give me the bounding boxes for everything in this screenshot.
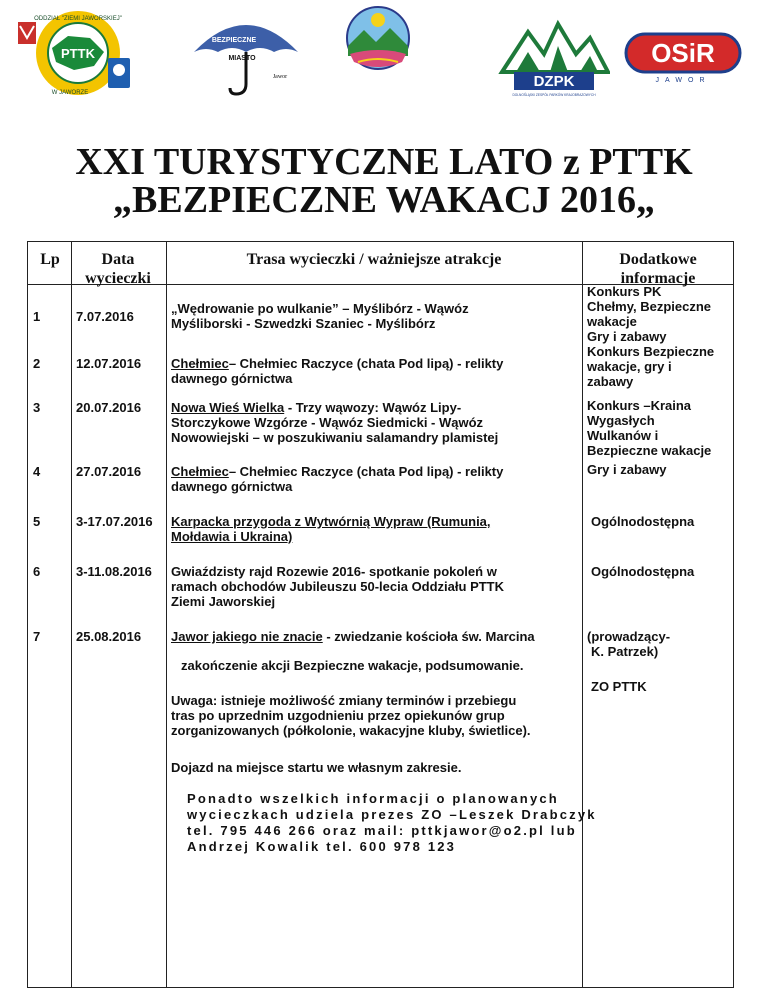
row-lp: 1: [33, 309, 41, 324]
row-date: 27.07.2016: [76, 464, 142, 479]
row-route-line1: Karpacka przygoda z Wytwórnią Wypraw (Rumunia,: [171, 514, 491, 529]
info-line: Konkurs PK: [587, 284, 662, 299]
row-lp: 6: [33, 564, 41, 579]
row-lp: 5: [33, 514, 41, 529]
info-line: wakacje: [587, 314, 637, 329]
row-route-line1: „Wędrowanie po wulkanie” – Myślibórz - Wąwóz: [171, 301, 469, 316]
header-route: Trasa wycieczki / ważniejsze atrakcje: [246, 251, 502, 268]
row-date: 12.07.2016: [76, 356, 142, 371]
contact-line3: tel. 795 446 266 oraz mail: pttkjawor@o2.pl lub: [187, 823, 577, 838]
uwaga-line3: zorganizowanych (półkolonie, wakacyjne kluby, świetlice).: [171, 723, 531, 738]
page-subtitle: „BEZPIECZNE WAKACJ 2016„: [113, 179, 655, 221]
dojazd-note: Dojazd na miejsce startu we własnym zakresie.: [171, 760, 462, 775]
row-route-place-link: Jawor jakiego nie znacie: [171, 629, 323, 644]
svg-text:DZPK: DZPK: [533, 73, 575, 90]
col-divider-date: [166, 242, 167, 987]
row-date: 20.07.2016: [76, 400, 142, 415]
col-divider-lp: [71, 242, 72, 987]
col-divider-route: [582, 242, 583, 987]
svg-text:BEZPIECZNE: BEZPIECZNE: [211, 37, 257, 44]
row-info-line2: K. Patrzek): [591, 644, 659, 659]
dzpk-logo: [498, 18, 610, 98]
row-route-place-link: Chełmiec: [171, 464, 229, 479]
row-route-line1: Gwiaździsty rajd Rozewie 2016- spotkanie pokoleń w: [171, 564, 497, 579]
logo-bar: [0, 4, 768, 100]
bezpieczne-miasto-logo: [190, 8, 302, 98]
info-line: Gry i zabawy: [587, 329, 667, 344]
info-line: Wulkanów i: [587, 428, 659, 443]
contact-line2: wycieczkach udziela prezes ZO –Leszek Drabczyk: [187, 807, 597, 822]
row-info-line3: ZO PTTK: [591, 679, 647, 694]
info-line: Konkurs Bezpieczne: [587, 344, 715, 359]
osir-logo: [624, 32, 742, 84]
row-info-line1: (prowadzący-: [587, 629, 671, 644]
row-route-line1: Jawor jakiego nie znacie - zwiedzanie kościoła św. Marcina: [171, 629, 535, 644]
row-lp: 3: [33, 400, 41, 415]
row-route-place-link: Nowa Wieś Wielka: [171, 400, 285, 415]
info-line: zabawy: [587, 374, 634, 389]
uwaga-line2: tras po uprzednim uzgodnieniu przez opiekunów grup: [171, 708, 505, 723]
row-route-line2: Myśliborski - Szwedzki Szaniec - Myślibórz: [171, 316, 436, 331]
header-date-line2: wycieczki: [85, 270, 151, 287]
header-date-line1: Data: [101, 251, 135, 268]
row-date: 3-17.07.2016: [76, 514, 153, 529]
row-info: Ogólnodostępna: [591, 564, 695, 579]
row-route-line2: Storczykowe Wzgórze - Wąwóz Siedmicki - Wąwóz: [171, 415, 484, 430]
row-lp: 4: [33, 464, 41, 479]
info-line: wakacje, gry i: [587, 359, 672, 374]
svg-text:PTTK: PTTK: [61, 46, 95, 61]
row-route-line2: Mołdawia i Ukraina): [171, 529, 293, 544]
uwaga-line1: Uwaga: istnieje możliwość zmiany terminów i przebiegu: [171, 693, 517, 708]
contact-line1: Ponadto wszelkich informacji o planowanych: [187, 791, 559, 806]
row-route-line2: ramach obchodów Jubileuszu 50-lecia Oddziału PTTK: [171, 579, 505, 594]
row-route-line2: dawnego górnictwa: [171, 371, 293, 386]
row-lp: 7: [33, 629, 41, 644]
info-line: Gry i zabawy: [587, 462, 667, 477]
info-line: Bezpieczne wakacje: [587, 443, 712, 458]
pttk-logo: [18, 8, 132, 98]
svg-text:MIASTO: MIASTO: [228, 55, 256, 62]
row-lp: 2: [33, 356, 41, 371]
row-date: 25.08.2016: [76, 629, 142, 644]
info-line: Wygasłych: [587, 413, 655, 428]
info-line: Chełmy, Bezpieczne: [587, 299, 712, 314]
svg-text:Jawor: Jawor: [272, 74, 288, 80]
closing-note: zakończenie akcji Bezpieczne wakacje, podsumowanie.: [181, 658, 524, 673]
landscape-badge-logo: [346, 6, 410, 70]
svg-text:OSiR: OSiR: [651, 38, 715, 68]
row-date: 3-11.08.2016: [76, 564, 152, 579]
svg-text:DOLNOŚLĄSKI ZESPÓŁ PARKÓW KRAJ: DOLNOŚLĄSKI ZESPÓŁ PARKÓW KRAJOBRAZOWYCH: [512, 93, 596, 97]
svg-text:JAWOR: JAWOR: [655, 77, 711, 84]
header-info-line2: informacje: [620, 270, 696, 287]
row-route-place-link: Chełmiec: [171, 356, 229, 371]
info-line: Konkurs –Kraina: [587, 398, 692, 413]
svg-text:W JAWORZE: W JAWORZE: [51, 90, 89, 96]
svg-text:ODDZIAŁ "ZIEMI JAWORSKIEJ": ODDZIAŁ "ZIEMI JAWORSKIEJ": [34, 16, 122, 22]
row-route-line3: Nowowiejski – w poszukiwaniu salamandry plamistej: [171, 430, 499, 445]
row-route-line2: dawnego górnictwa: [171, 479, 293, 494]
row-info: Ogólnodostępna: [591, 514, 695, 529]
header-lp: Lp: [40, 251, 60, 268]
row-route-line1: Chełmiec– Chełmiec Raczyce (chata Pod lipą) - relikty: [171, 464, 504, 479]
header-info-line1: Dodatkowe: [619, 251, 697, 268]
row-route-line3: Ziemi Jaworskiej: [171, 594, 276, 609]
page-title: XXI TURYSTYCZNE LATO z PTTK: [75, 141, 693, 183]
row-date: 7.07.2016: [76, 309, 134, 324]
svg-text:Komenda Powiatowa Policji w Ja: Komenda Powiatowa Policji w Jaworze: [198, 20, 294, 26]
contact-line4: Andrzej Kowalik tel. 600 978 123: [187, 839, 457, 854]
row-route-line1: Chełmiec– Chełmiec Raczyce (chata Pod lipą) - relikty: [171, 356, 504, 371]
row-route-line1: Nowa Wieś Wielka - Trzy wąwozy: Wąwóz Lipy-: [171, 400, 462, 415]
